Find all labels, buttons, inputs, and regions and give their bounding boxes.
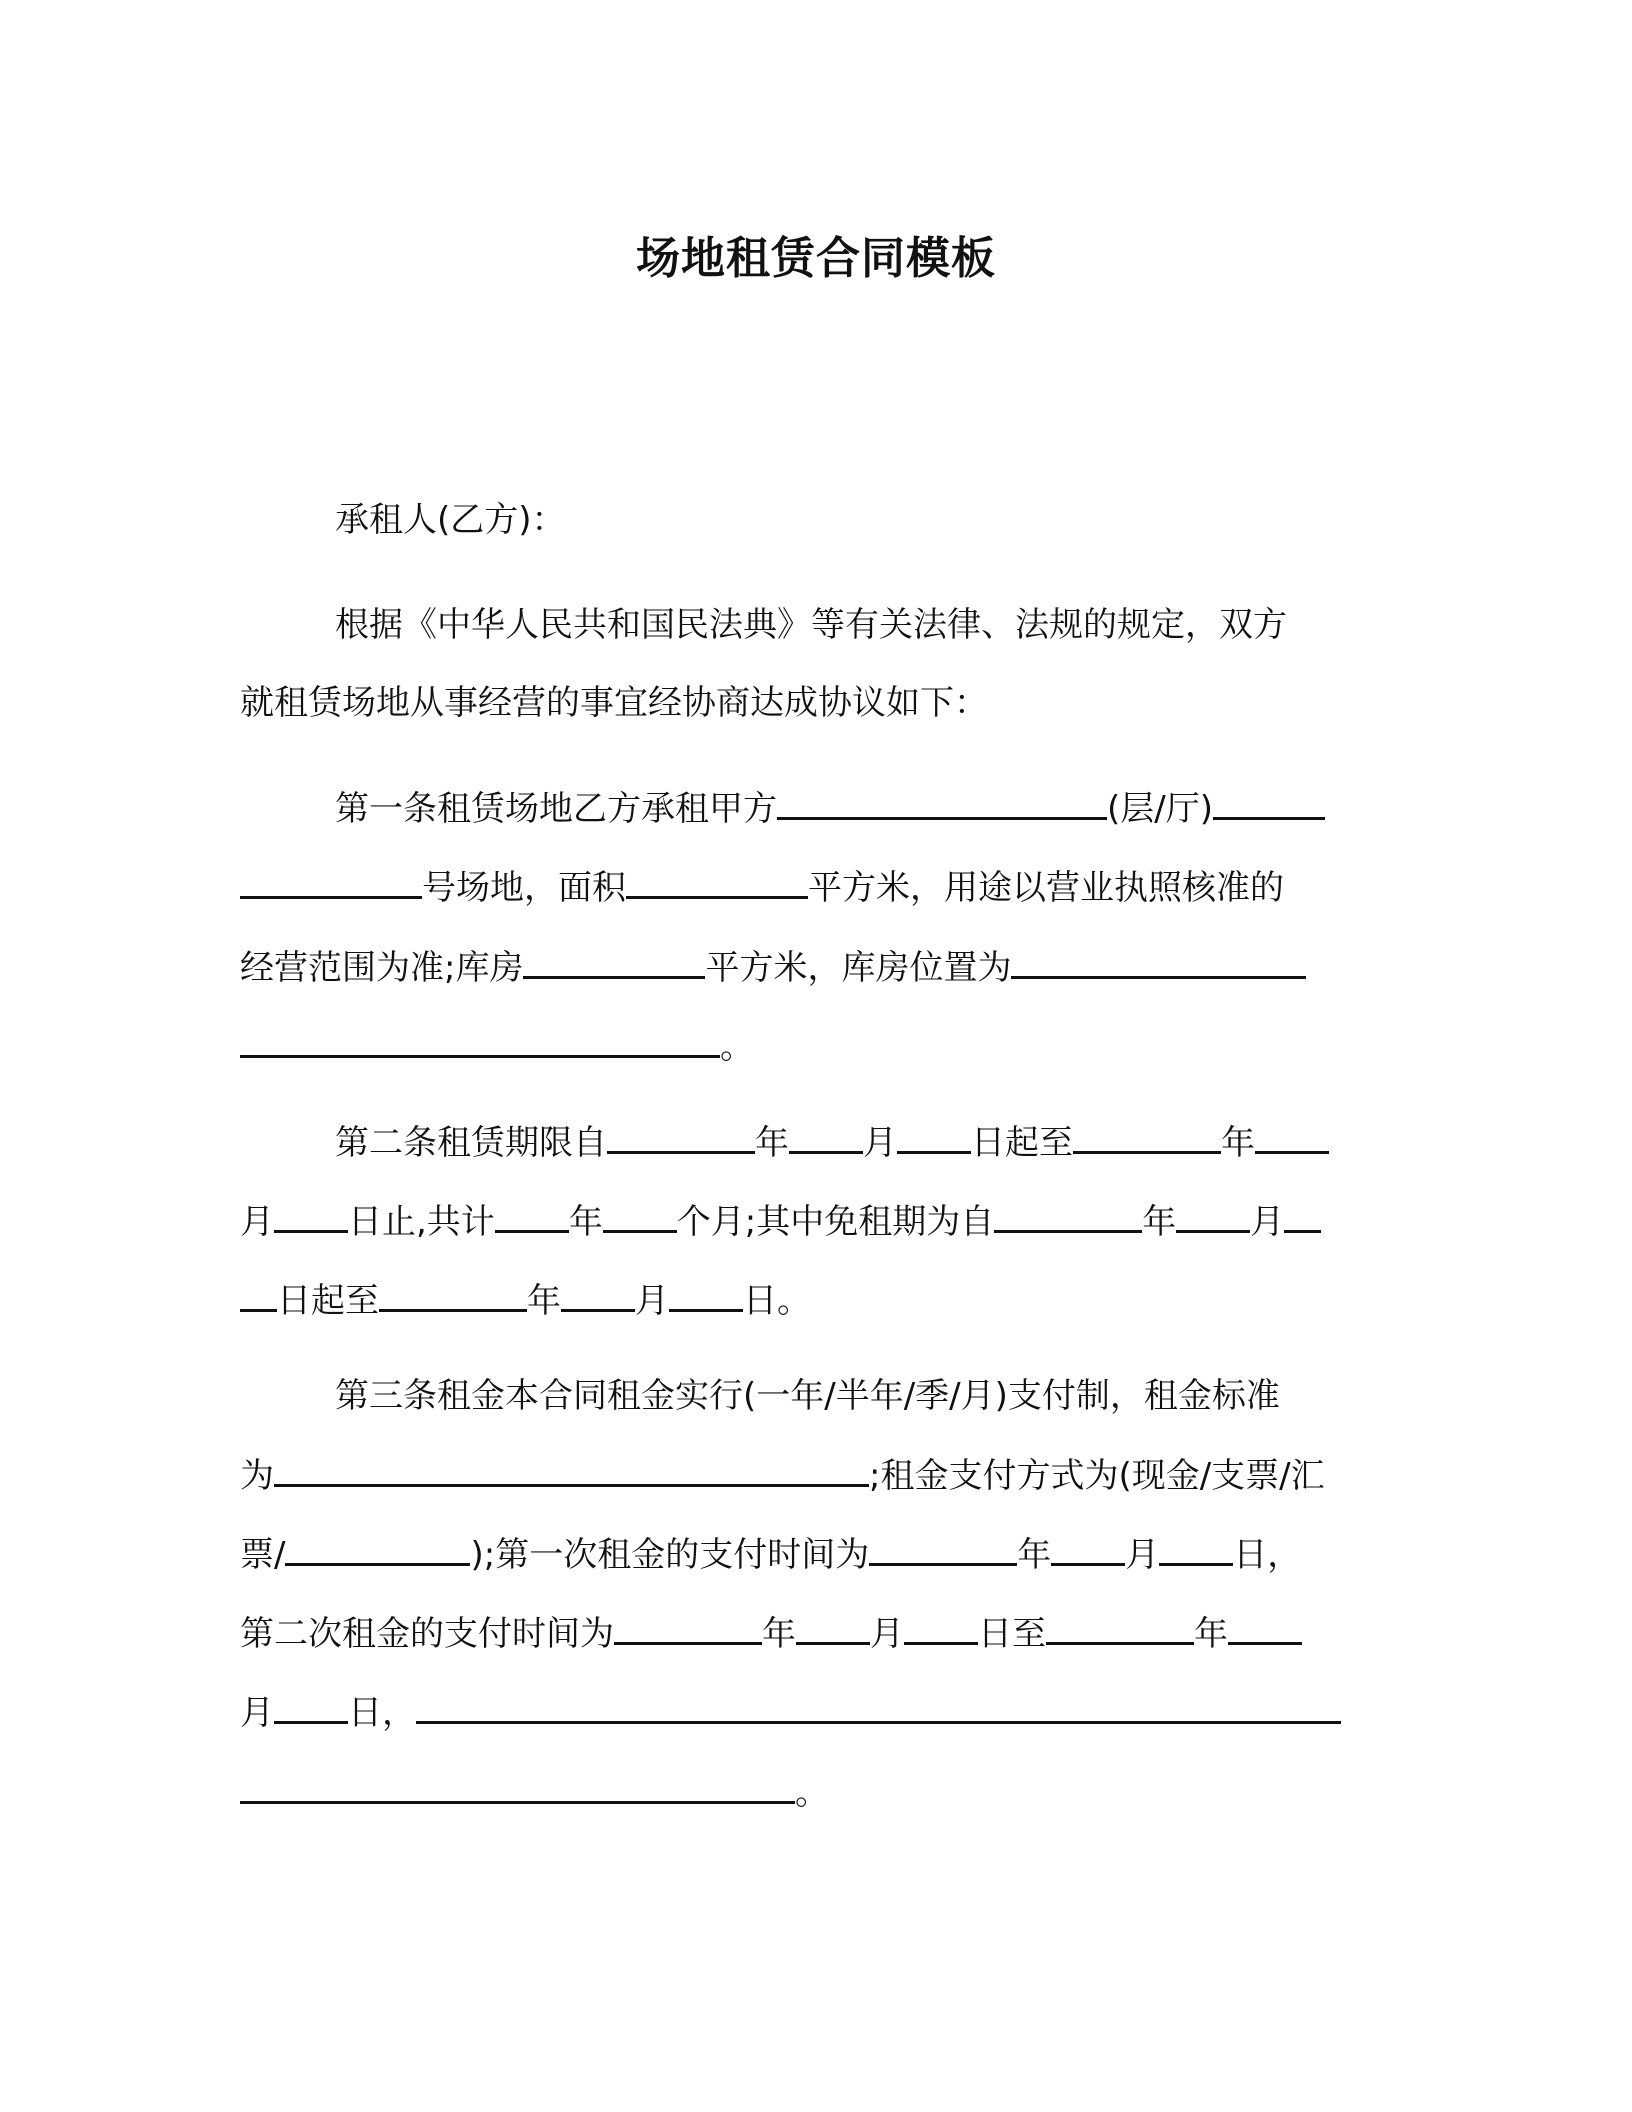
article2-text: 年 <box>527 1281 561 1321</box>
article3-text: 日， <box>348 1693 416 1733</box>
warehouse-location-blank-2[interactable] <box>240 1021 720 1058</box>
additional-terms-blank[interactable] <box>416 1687 1341 1724</box>
article2-text: 日起至 <box>277 1281 379 1321</box>
second-payment-year-blank[interactable] <box>614 1608 762 1645</box>
end-year-blank[interactable] <box>1073 1117 1221 1154</box>
article2-text: 第二条租赁期限自 <box>335 1123 607 1163</box>
article1-text: (层/厅) <box>1107 789 1213 829</box>
article1-text: 第一条租赁场地乙方承租甲方 <box>335 789 777 829</box>
article2-line-2 <box>240 1196 1321 1247</box>
second-payment-end-month-blank[interactable] <box>1228 1608 1302 1645</box>
free-end-year-blank[interactable] <box>379 1275 527 1312</box>
article3-text: 票/ <box>240 1535 286 1575</box>
article3-text: 年 <box>1194 1614 1228 1654</box>
article2-text: 年 <box>568 1202 603 1242</box>
article3-text: );第一次租金的支付时间为 <box>470 1535 870 1575</box>
payment-method-blank[interactable] <box>285 1529 470 1566</box>
total-months-blank[interactable] <box>603 1196 677 1233</box>
site-number-blank[interactable] <box>240 862 422 899</box>
article3-text: ;租金支付方式为(现金/支票/汇 <box>869 1456 1325 1496</box>
start-day-blank[interactable] <box>897 1117 971 1154</box>
article3-text: 第二次租金的支付时间为 <box>240 1614 614 1654</box>
article2-text: 月 <box>240 1202 274 1242</box>
article3-text: 日至 <box>978 1614 1046 1654</box>
article1-line-3 <box>240 942 1306 993</box>
free-start-day-blank-2[interactable] <box>240 1275 277 1312</box>
second-payment-end-year-blank[interactable] <box>1046 1608 1194 1645</box>
first-payment-year-blank[interactable] <box>869 1529 1017 1566</box>
article1-line-4 <box>240 1021 754 1072</box>
second-payment-day-blank[interactable] <box>904 1608 978 1645</box>
document-title: 场地租赁合同模板 <box>636 233 996 284</box>
intro-line-2: 就租赁场地从事经营的事宜经协商达成协议如下： <box>240 683 988 723</box>
article2-text: 年 <box>755 1123 789 1163</box>
second-payment-month-blank[interactable] <box>796 1608 870 1645</box>
free-end-month-blank[interactable] <box>561 1275 635 1312</box>
warehouse-area-blank[interactable] <box>523 942 705 979</box>
article1-text: 平方米，库房位置为 <box>705 948 1012 988</box>
article2-text: 月 <box>635 1281 669 1321</box>
article3-text: 为 <box>240 1456 274 1496</box>
article1-text: 。 <box>720 1027 754 1067</box>
article1-line-2 <box>240 862 1284 913</box>
start-month-blank[interactable] <box>789 1117 863 1154</box>
warehouse-location-blank[interactable] <box>1011 942 1306 979</box>
article3-line-4 <box>240 1608 1302 1659</box>
second-payment-end-day-blank[interactable] <box>274 1687 348 1724</box>
floor-blank[interactable] <box>777 783 1107 820</box>
article2-line-3 <box>240 1275 811 1326</box>
article1-text: 号场地，面积 <box>422 868 626 908</box>
intro-line-1: 根据《中华人民共和国民法典》等有关法律、法规的规定，双方 <box>335 605 1287 645</box>
article2-text: 日止,共计 <box>348 1202 495 1242</box>
article3-text: 年 <box>1017 1535 1052 1575</box>
article3-line-3 <box>240 1529 1301 1580</box>
free-start-month-blank[interactable] <box>1176 1196 1250 1233</box>
article2-text: 年 <box>1142 1202 1177 1242</box>
article2-text: 日起至 <box>971 1123 1073 1163</box>
hall-blank[interactable] <box>1213 783 1325 820</box>
article3-text: 年 <box>762 1614 796 1654</box>
article2-text: 年 <box>1221 1123 1255 1163</box>
rent-standard-blank[interactable] <box>274 1450 869 1487</box>
article3-line-1: 第三条租金本合同租金实行(一年/半年/季/月)支付制，租金标准 <box>335 1376 1280 1416</box>
article1-text: 经营范围为准;库房 <box>240 948 524 988</box>
end-month-blank[interactable] <box>1255 1117 1329 1154</box>
article3-text: 月 <box>870 1614 904 1654</box>
additional-terms-blank-2[interactable] <box>240 1767 795 1804</box>
article1-line-1 <box>335 783 1325 834</box>
article2-text: 月 <box>863 1123 897 1163</box>
article3-line-2 <box>240 1450 1325 1501</box>
lessee-label: 承租人(乙方)： <box>335 500 566 540</box>
area-blank[interactable] <box>626 862 808 899</box>
article2-text: 个月;其中免租期为自 <box>676 1202 995 1242</box>
first-payment-month-blank[interactable] <box>1051 1529 1125 1566</box>
start-year-blank[interactable] <box>607 1117 755 1154</box>
article2-line-1 <box>335 1117 1329 1168</box>
article3-text: 日， <box>1233 1535 1302 1575</box>
free-start-year-blank[interactable] <box>994 1196 1142 1233</box>
article2-text: 月 <box>1250 1202 1285 1242</box>
article1-text: 平方米，用途以营业执照核准的 <box>808 868 1284 908</box>
article3-line-5 <box>240 1687 1341 1738</box>
free-start-day-blank[interactable] <box>1284 1196 1321 1233</box>
article3-line-6 <box>240 1767 829 1818</box>
end-day-blank[interactable] <box>274 1196 348 1233</box>
article3-text: 。 <box>795 1773 829 1813</box>
article3-text: 月 <box>1125 1535 1160 1575</box>
article3-text: 月 <box>240 1693 274 1733</box>
free-end-day-blank[interactable] <box>669 1275 743 1312</box>
total-years-blank[interactable] <box>495 1196 569 1233</box>
article2-text: 日。 <box>743 1281 811 1321</box>
first-payment-day-blank[interactable] <box>1159 1529 1233 1566</box>
